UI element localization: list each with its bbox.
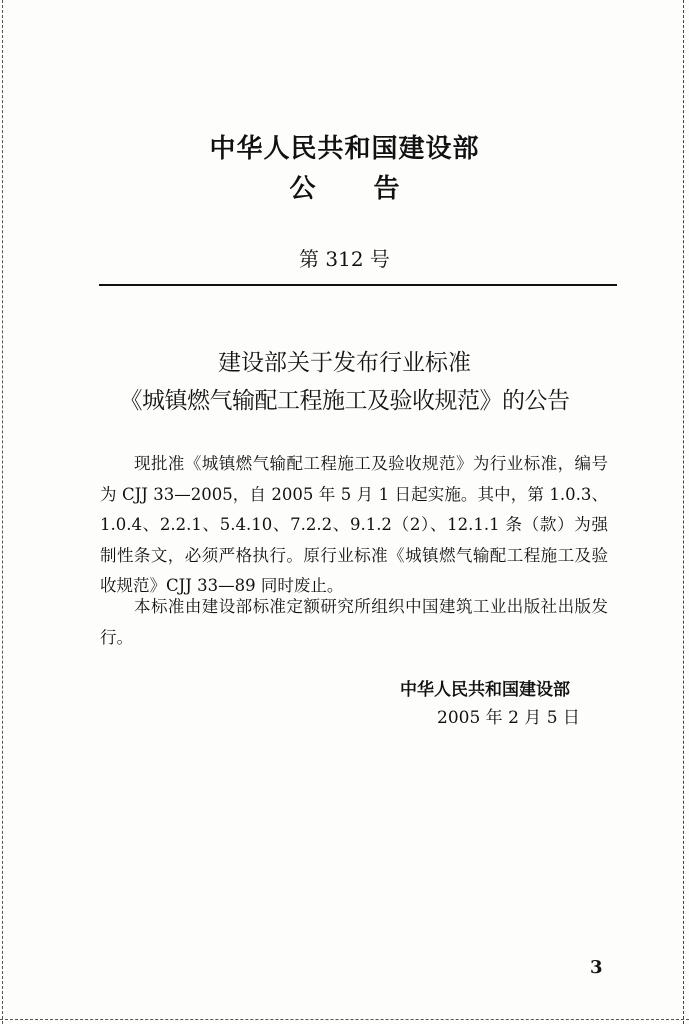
subject-line-1: 建设部关于发布行业标准 (218, 350, 471, 376)
signature-date: 2005 年 2 月 5 日 (437, 708, 580, 728)
subject-line-2: 《城镇燃气输配工程施工及验收规范》的公告 (119, 388, 570, 414)
body-paragraph-2: 本标准由建设部标准定额研究所组织中国建筑工业出版社出版发行。 (100, 597, 608, 647)
scan-edge-bottom (0, 1019, 689, 1020)
header-divider (99, 284, 617, 286)
notice-title: 公告 (289, 174, 458, 204)
ministry-heading: 中华人民共和国建设部 (209, 134, 480, 164)
document-number: 第 312 号 (299, 247, 390, 271)
body-paragraph-1: 现批准《城镇燃气输配工程施工及验收规范》为行业标准，编号为 CJJ 33—2005，自 2005 年 5 月 1 日起实施。其中，第 1.0.3、1.0.4、2.2.1、5.4.10、7.2.2、9.1.2（2）、12.1.1 条（款）为强制性条文，必须严格执行。原行业标准《城镇燃气输配工程施工及验收规范》CJJ 33—89 同时废止。 (100, 454, 608, 595)
page-number: 3 (590, 957, 603, 978)
signature-organization: 中华人民共和国建设部 (400, 680, 570, 700)
